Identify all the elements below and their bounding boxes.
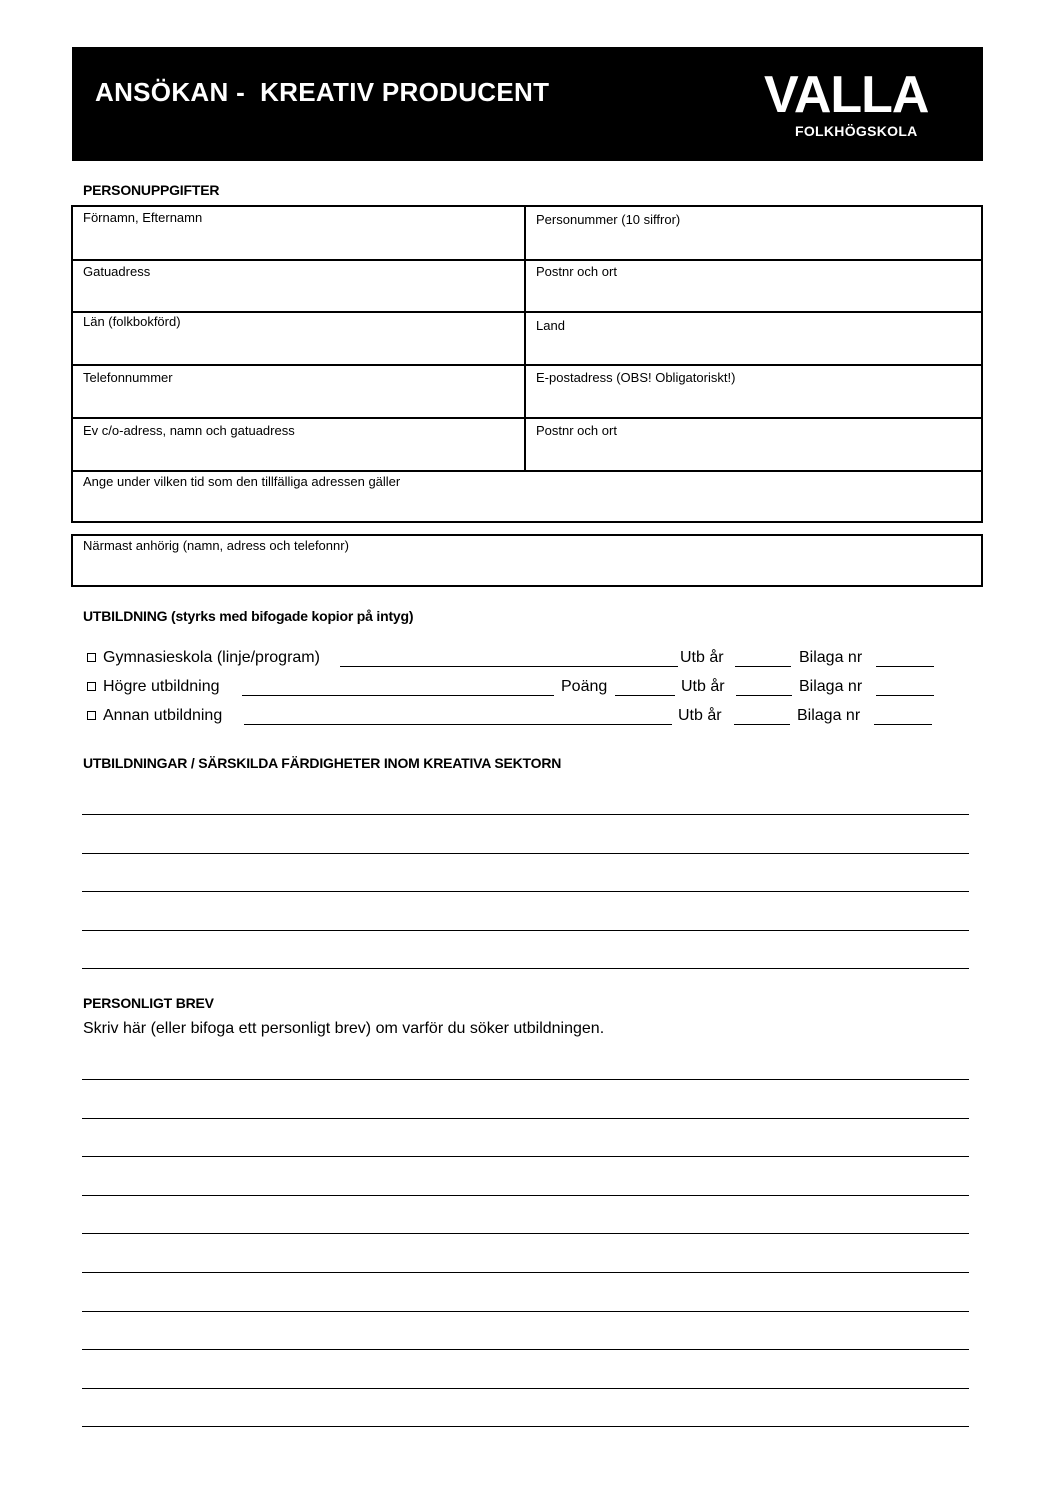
education-row-other bbox=[86, 707, 946, 729]
program-input-line[interactable] bbox=[244, 724, 672, 725]
logo-subtitle: FOLKHÖGSKOLA bbox=[795, 123, 918, 139]
creative-skills-heading: UTBILDNINGAR / SÄRSKILDA FÄRDIGHETER INOM KREATIVA SEKTORN bbox=[83, 755, 562, 771]
year-input-line[interactable] bbox=[735, 666, 791, 667]
co-zip-city-label: Postnr och ort bbox=[536, 423, 617, 438]
writing-line[interactable] bbox=[82, 1195, 969, 1196]
points-input-line[interactable] bbox=[615, 695, 675, 696]
county-label: Län (folkbokförd) bbox=[83, 314, 181, 329]
temp-address-period-field[interactable] bbox=[73, 471, 981, 521]
education-type-label: Annan utbildning bbox=[103, 707, 223, 724]
page-header bbox=[72, 47, 983, 161]
writing-line[interactable] bbox=[82, 1233, 969, 1234]
ssn-label: Personummer (10 siffror) bbox=[536, 212, 681, 227]
form-title: ANSÖKAN - KREATIV PRODUCENT bbox=[95, 77, 550, 107]
attachment-input-line[interactable] bbox=[874, 724, 932, 725]
checkbox[interactable] bbox=[87, 653, 96, 662]
row-divider bbox=[73, 417, 981, 419]
education-heading: UTBILDNING (styrks med bifogade kopior på intyg) bbox=[83, 608, 414, 624]
writing-line[interactable] bbox=[82, 968, 969, 969]
education-type-label: Gymnasieskola (linje/program) bbox=[103, 649, 320, 666]
attachment-input-line[interactable] bbox=[876, 695, 934, 696]
writing-line[interactable] bbox=[82, 853, 969, 854]
personal-letter-instruction: Skriv här (eller bifoga ett personligt brev) om varför du söker utbildningen. bbox=[83, 1020, 605, 1037]
writing-line[interactable] bbox=[82, 1156, 969, 1157]
next-of-kin-field[interactable] bbox=[71, 534, 983, 587]
attachment-label: Bilaga nr bbox=[799, 678, 863, 695]
attachment-input-line[interactable] bbox=[876, 666, 934, 667]
writing-line[interactable] bbox=[82, 1349, 969, 1350]
country-field[interactable] bbox=[526, 315, 981, 364]
zip-city-label: Postnr och ort bbox=[536, 264, 617, 279]
row-divider bbox=[73, 364, 981, 366]
phone-field[interactable] bbox=[73, 367, 524, 417]
writing-line[interactable] bbox=[82, 1272, 969, 1273]
personal-info-heading: PERSONUPPGIFTER bbox=[83, 182, 220, 198]
checkbox[interactable] bbox=[87, 711, 96, 720]
street-label: Gatuadress bbox=[83, 264, 151, 279]
country-label: Land bbox=[536, 318, 565, 333]
personal-letter-heading: PERSONLIGT BREV bbox=[83, 995, 214, 1011]
writing-line[interactable] bbox=[82, 814, 969, 815]
program-input-line[interactable] bbox=[340, 666, 678, 667]
year-input-line[interactable] bbox=[736, 695, 792, 696]
year-label: Utb år bbox=[678, 707, 722, 724]
writing-line[interactable] bbox=[82, 1118, 969, 1119]
writing-line[interactable] bbox=[82, 930, 969, 931]
writing-line[interactable] bbox=[82, 1311, 969, 1312]
email-field[interactable] bbox=[526, 367, 981, 417]
phone-label: Telefonnummer bbox=[83, 370, 173, 385]
education-type-label: Högre utbildning bbox=[103, 678, 220, 695]
name-label: Förnamn, Efternamn bbox=[83, 210, 203, 225]
program-input-line[interactable] bbox=[242, 695, 554, 696]
attachment-label: Bilaga nr bbox=[797, 707, 861, 724]
county-field[interactable] bbox=[73, 311, 524, 364]
education-row-upper-secondary bbox=[86, 649, 946, 671]
street-field[interactable] bbox=[73, 261, 524, 311]
writing-line[interactable] bbox=[82, 1079, 969, 1080]
writing-line[interactable] bbox=[82, 891, 969, 892]
zip-city-field[interactable] bbox=[526, 261, 981, 311]
co-address-label: Ev c/o-adress, namn och gatuadress bbox=[83, 423, 295, 438]
next-of-kin-label: Närmast anhörig (namn, adress och telefonnr) bbox=[83, 538, 349, 553]
attachment-label: Bilaga nr bbox=[799, 649, 863, 666]
writing-line[interactable] bbox=[82, 1426, 969, 1427]
points-label: Poäng bbox=[561, 678, 608, 695]
email-label: E-postadress (OBS! Obligatoriskt!) bbox=[536, 370, 736, 385]
year-label: Utb år bbox=[680, 649, 724, 666]
name-field[interactable] bbox=[73, 207, 524, 259]
co-address-field[interactable] bbox=[73, 420, 524, 470]
personal-info-table bbox=[71, 205, 983, 523]
logo-wordmark: VALLA bbox=[764, 66, 929, 124]
checkbox[interactable] bbox=[87, 682, 96, 691]
ssn-field[interactable] bbox=[526, 209, 981, 259]
year-label: Utb år bbox=[681, 678, 725, 695]
year-input-line[interactable] bbox=[734, 724, 790, 725]
education-row-higher bbox=[86, 678, 946, 700]
temp-address-period-label: Ange under vilken tid som den tillfälliga adressen gäller bbox=[83, 474, 401, 489]
writing-line[interactable] bbox=[82, 1388, 969, 1389]
co-zip-city-field[interactable] bbox=[526, 420, 981, 470]
school-logo bbox=[764, 66, 964, 151]
